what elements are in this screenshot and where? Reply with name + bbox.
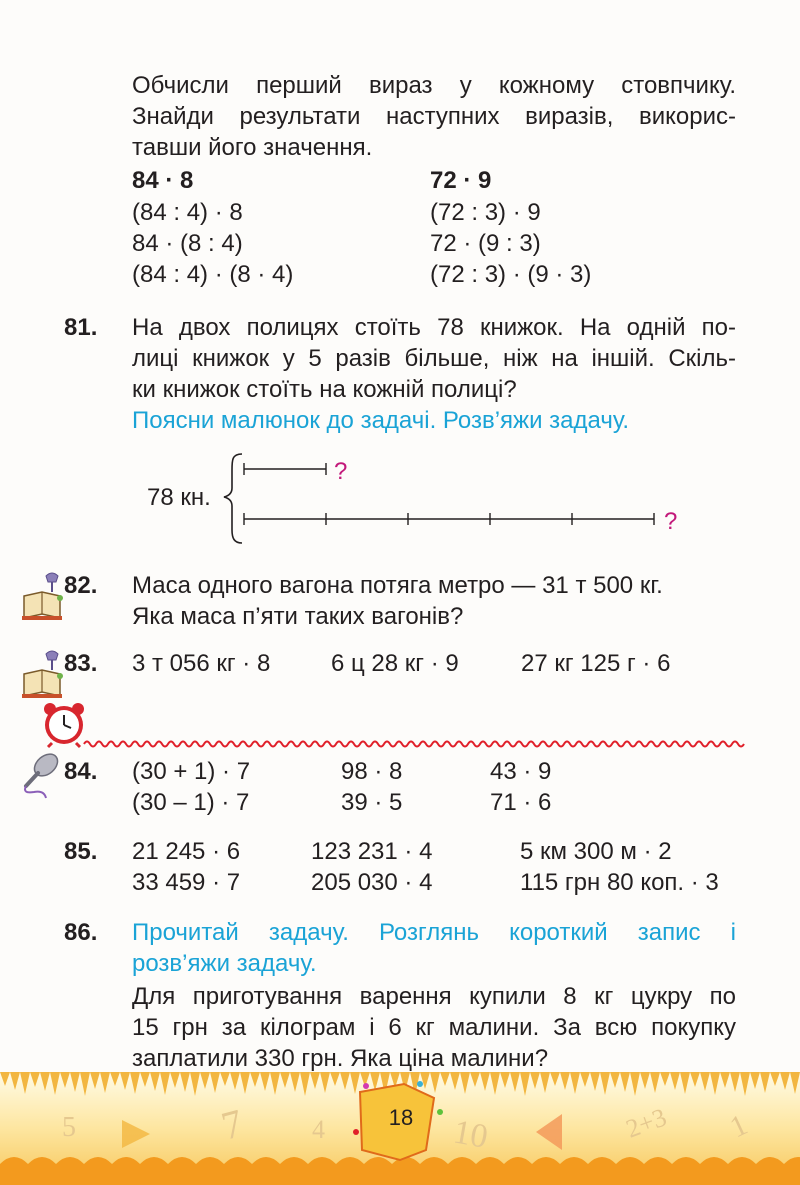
footer-scallop (0, 1157, 800, 1185)
ex83-item: 3 т 056 кг · 8 (132, 650, 271, 677)
ex82-line-1: Маса одного вагона потяга метро — 31 т 500 кг. (132, 572, 663, 599)
ex82-line-2: Яка маса п’яти таких вагонів? (132, 603, 464, 630)
ex81-line-2: лиці книжок у 5 разів більше, ніж на іншій. Скіль- (132, 345, 736, 372)
diagram-total-label: 78 кн. (147, 484, 211, 511)
ex86-instruction-2: розв’яжи задачу. (132, 950, 317, 977)
exercise-number-85: 85. (64, 838, 98, 865)
exercise-number-84: 84. (64, 758, 98, 785)
intro-col1-expr: (84 : 4) · (8 · 4) (132, 261, 294, 288)
svg-text:1: 1 (725, 1108, 753, 1145)
ex85-cell: 123 231 · 4 (311, 838, 433, 865)
exercise-number-81: 81. (64, 314, 98, 341)
ex84-cell: 43 · 9 (490, 758, 552, 785)
svg-text:7: 7 (216, 1100, 248, 1149)
exercise-number-82: 82. (64, 572, 98, 599)
intro-col1-header: 84 · 8 (132, 167, 194, 194)
intro-line-3: тавши його значення. (132, 134, 373, 161)
intro-col1-expr: 84 · (8 : 4) (132, 230, 243, 257)
ex84-cell: (30 + 1) · 7 (132, 758, 251, 785)
book-lamp-icon (22, 573, 63, 620)
svg-text:5: 5 (62, 1112, 76, 1143)
intro-col2-expr: (72 : 3) · 9 (430, 199, 541, 226)
diagram-short-segment (244, 463, 326, 475)
intro-line-1: Обчисли перший вираз у кожному стовпчику. (132, 72, 736, 99)
ex81-line-3: ки книжок стоїть на кожній полиці? (132, 376, 517, 403)
wavy-separator (84, 742, 744, 747)
exercise-number-83: 83. (64, 650, 98, 677)
ex84-cell: 39 · 5 (341, 789, 403, 816)
diagram-question-long: ? (664, 508, 678, 535)
page-number: 18 (388, 1105, 414, 1130)
ex85-cell: 205 030 · 4 (311, 869, 433, 896)
alarm-clock-icon (44, 703, 84, 747)
ex84-cell: 71 · 6 (490, 789, 552, 816)
intro-col2-expr: (72 : 3) · (9 · 3) (430, 261, 592, 288)
diagram-question-short: ? (334, 458, 348, 485)
ex83-item: 6 ц 28 кг · 9 (331, 650, 459, 677)
ex86-line-3: заплатили 330 грн. Яка ціна малини? (132, 1045, 549, 1072)
ex86-line-2: 15 грн за кілограм і 6 кг малини. За всю покупку (132, 1014, 736, 1041)
ex84-cell: 98 · 8 (341, 758, 403, 785)
ex81-instruction: Поясни малюнок до задачі. Розв’яжи задачу. (132, 407, 630, 434)
intro-line-2: Знайди результати наступних виразів, викорис- (132, 103, 736, 130)
ex85-cell: 21 245 · 6 (132, 838, 241, 865)
ex81-line-1: На двох полицях стоїть 78 книжок. На одній по- (132, 314, 736, 341)
ex83-item: 27 кг 125 г · 6 (521, 650, 671, 677)
ex86-line-1: Для приготування варення купили 8 кг цукру по (132, 983, 736, 1010)
intro-col1-expr: (84 : 4) · 8 (132, 199, 243, 226)
svg-text:4: 4 (312, 1115, 325, 1144)
book-lamp-icon (22, 651, 63, 698)
diagram-long-segment (244, 513, 654, 525)
svg-text:10: 10 (450, 1113, 491, 1156)
ex84-cell: (30 – 1) · 7 (132, 789, 250, 816)
ex86-instruction-1: Прочитай задачу. Розглянь короткий запис і (132, 919, 736, 946)
intro-col2-expr: 72 · (9 : 3) (430, 230, 541, 257)
svg-text:2+3: 2+3 (622, 1102, 671, 1144)
diagram-brace (224, 454, 242, 543)
ex85-cell: 115 грн 80 коп. · 3 (520, 869, 719, 896)
microphone-icon (25, 750, 62, 798)
ex85-cell: 5 км 300 м · 2 (520, 838, 672, 865)
exercise-number-86: 86. (64, 919, 98, 946)
segment-diagram (224, 454, 654, 543)
ex85-cell: 33 459 · 7 (132, 869, 241, 896)
intro-col2-header: 72 · 9 (430, 167, 492, 194)
